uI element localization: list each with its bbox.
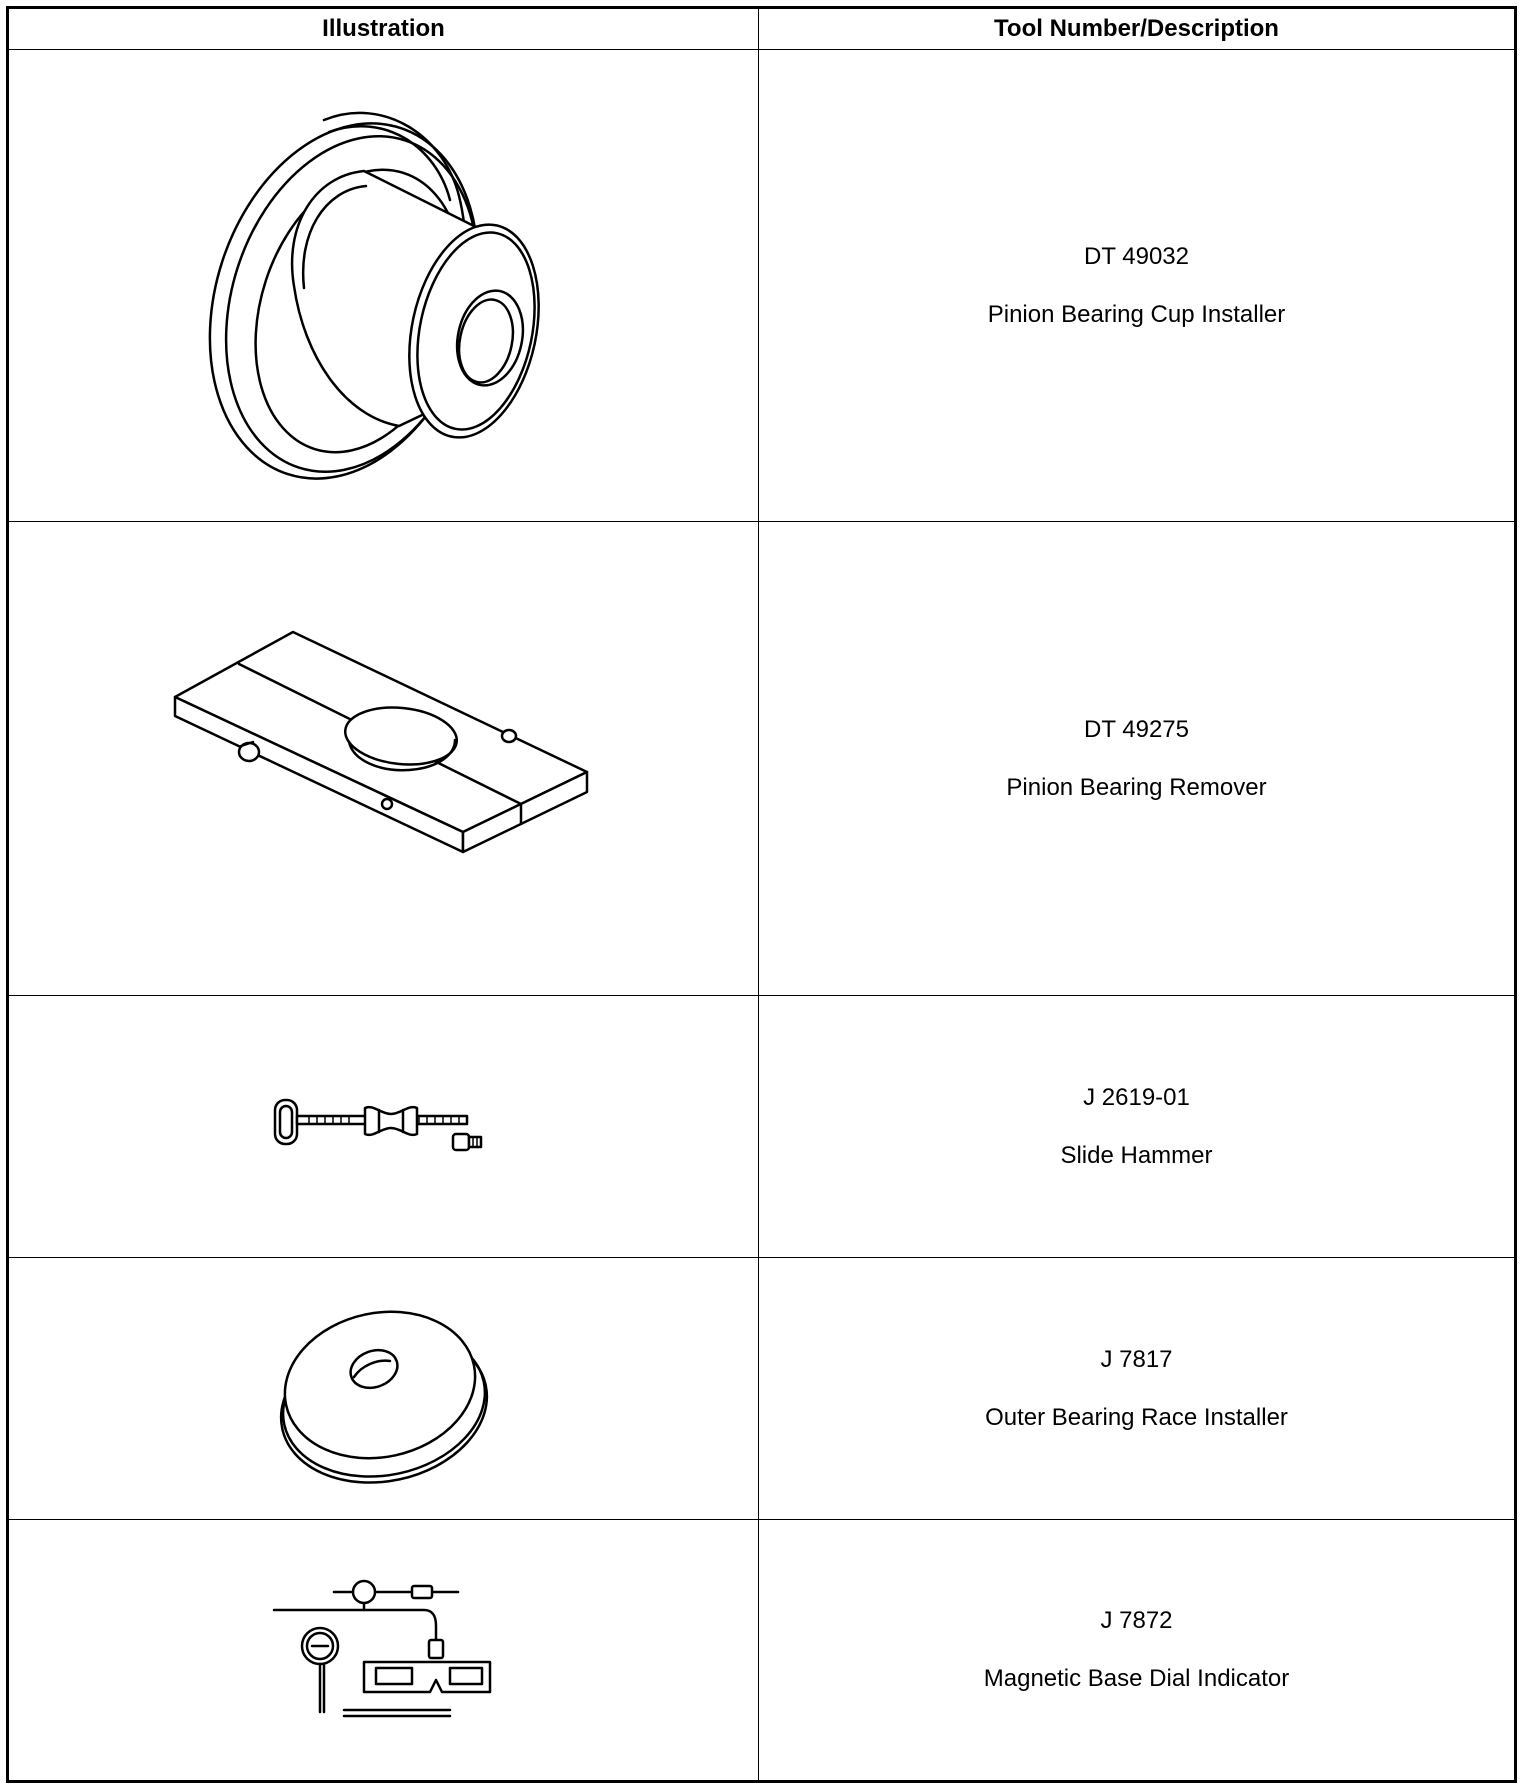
illustration-cell: [8, 1520, 759, 1782]
slide-hammer-icon: [269, 1092, 499, 1162]
special-tools-table: [6, 6, 1517, 1783]
table-row: [8, 522, 1516, 996]
illustration-cell: [8, 522, 759, 996]
tool-description-cell: [759, 996, 1516, 1258]
race-installer-icon: [274, 1289, 494, 1489]
table-row: [8, 50, 1516, 522]
table-header-row: [8, 8, 1516, 50]
tool-name: Slide Hammer: [1060, 1141, 1213, 1169]
tool-number: DT 49032: [1084, 242, 1189, 270]
table-row: [8, 1258, 1516, 1520]
dial-indicator-icon: [264, 1570, 504, 1730]
illustration-cell: [8, 50, 759, 522]
header-illustration: Illustration: [8, 8, 759, 50]
table-row: [8, 1520, 1516, 1782]
tool-name: Pinion Bearing Remover: [1006, 773, 1267, 801]
bearing-remover-plate-icon: [169, 624, 599, 894]
tool-number: DT 49275: [1084, 715, 1189, 743]
illustration-cell: [8, 1258, 759, 1520]
tool-description-cell: [759, 1520, 1516, 1782]
illustration-cell: [8, 996, 759, 1258]
tool-description-cell: [759, 522, 1516, 996]
tool-description-cell: [759, 1258, 1516, 1520]
table-row: [8, 996, 1516, 1258]
header-tool-number-description: Tool Number/Description: [759, 8, 1516, 50]
tool-name: Outer Bearing Race Installer: [985, 1403, 1288, 1431]
tool-name: Magnetic Base Dial Indicator: [983, 1665, 1290, 1692]
bearing-cup-installer-icon: [174, 76, 594, 496]
tool-number: J 7872: [1100, 1607, 1173, 1634]
tool-number: J 7817: [1100, 1345, 1173, 1373]
tool-number: J 2619-01: [1083, 1083, 1190, 1111]
tool-name: Pinion Bearing Cup Installer: [987, 300, 1286, 328]
tool-description-cell: [759, 50, 1516, 522]
